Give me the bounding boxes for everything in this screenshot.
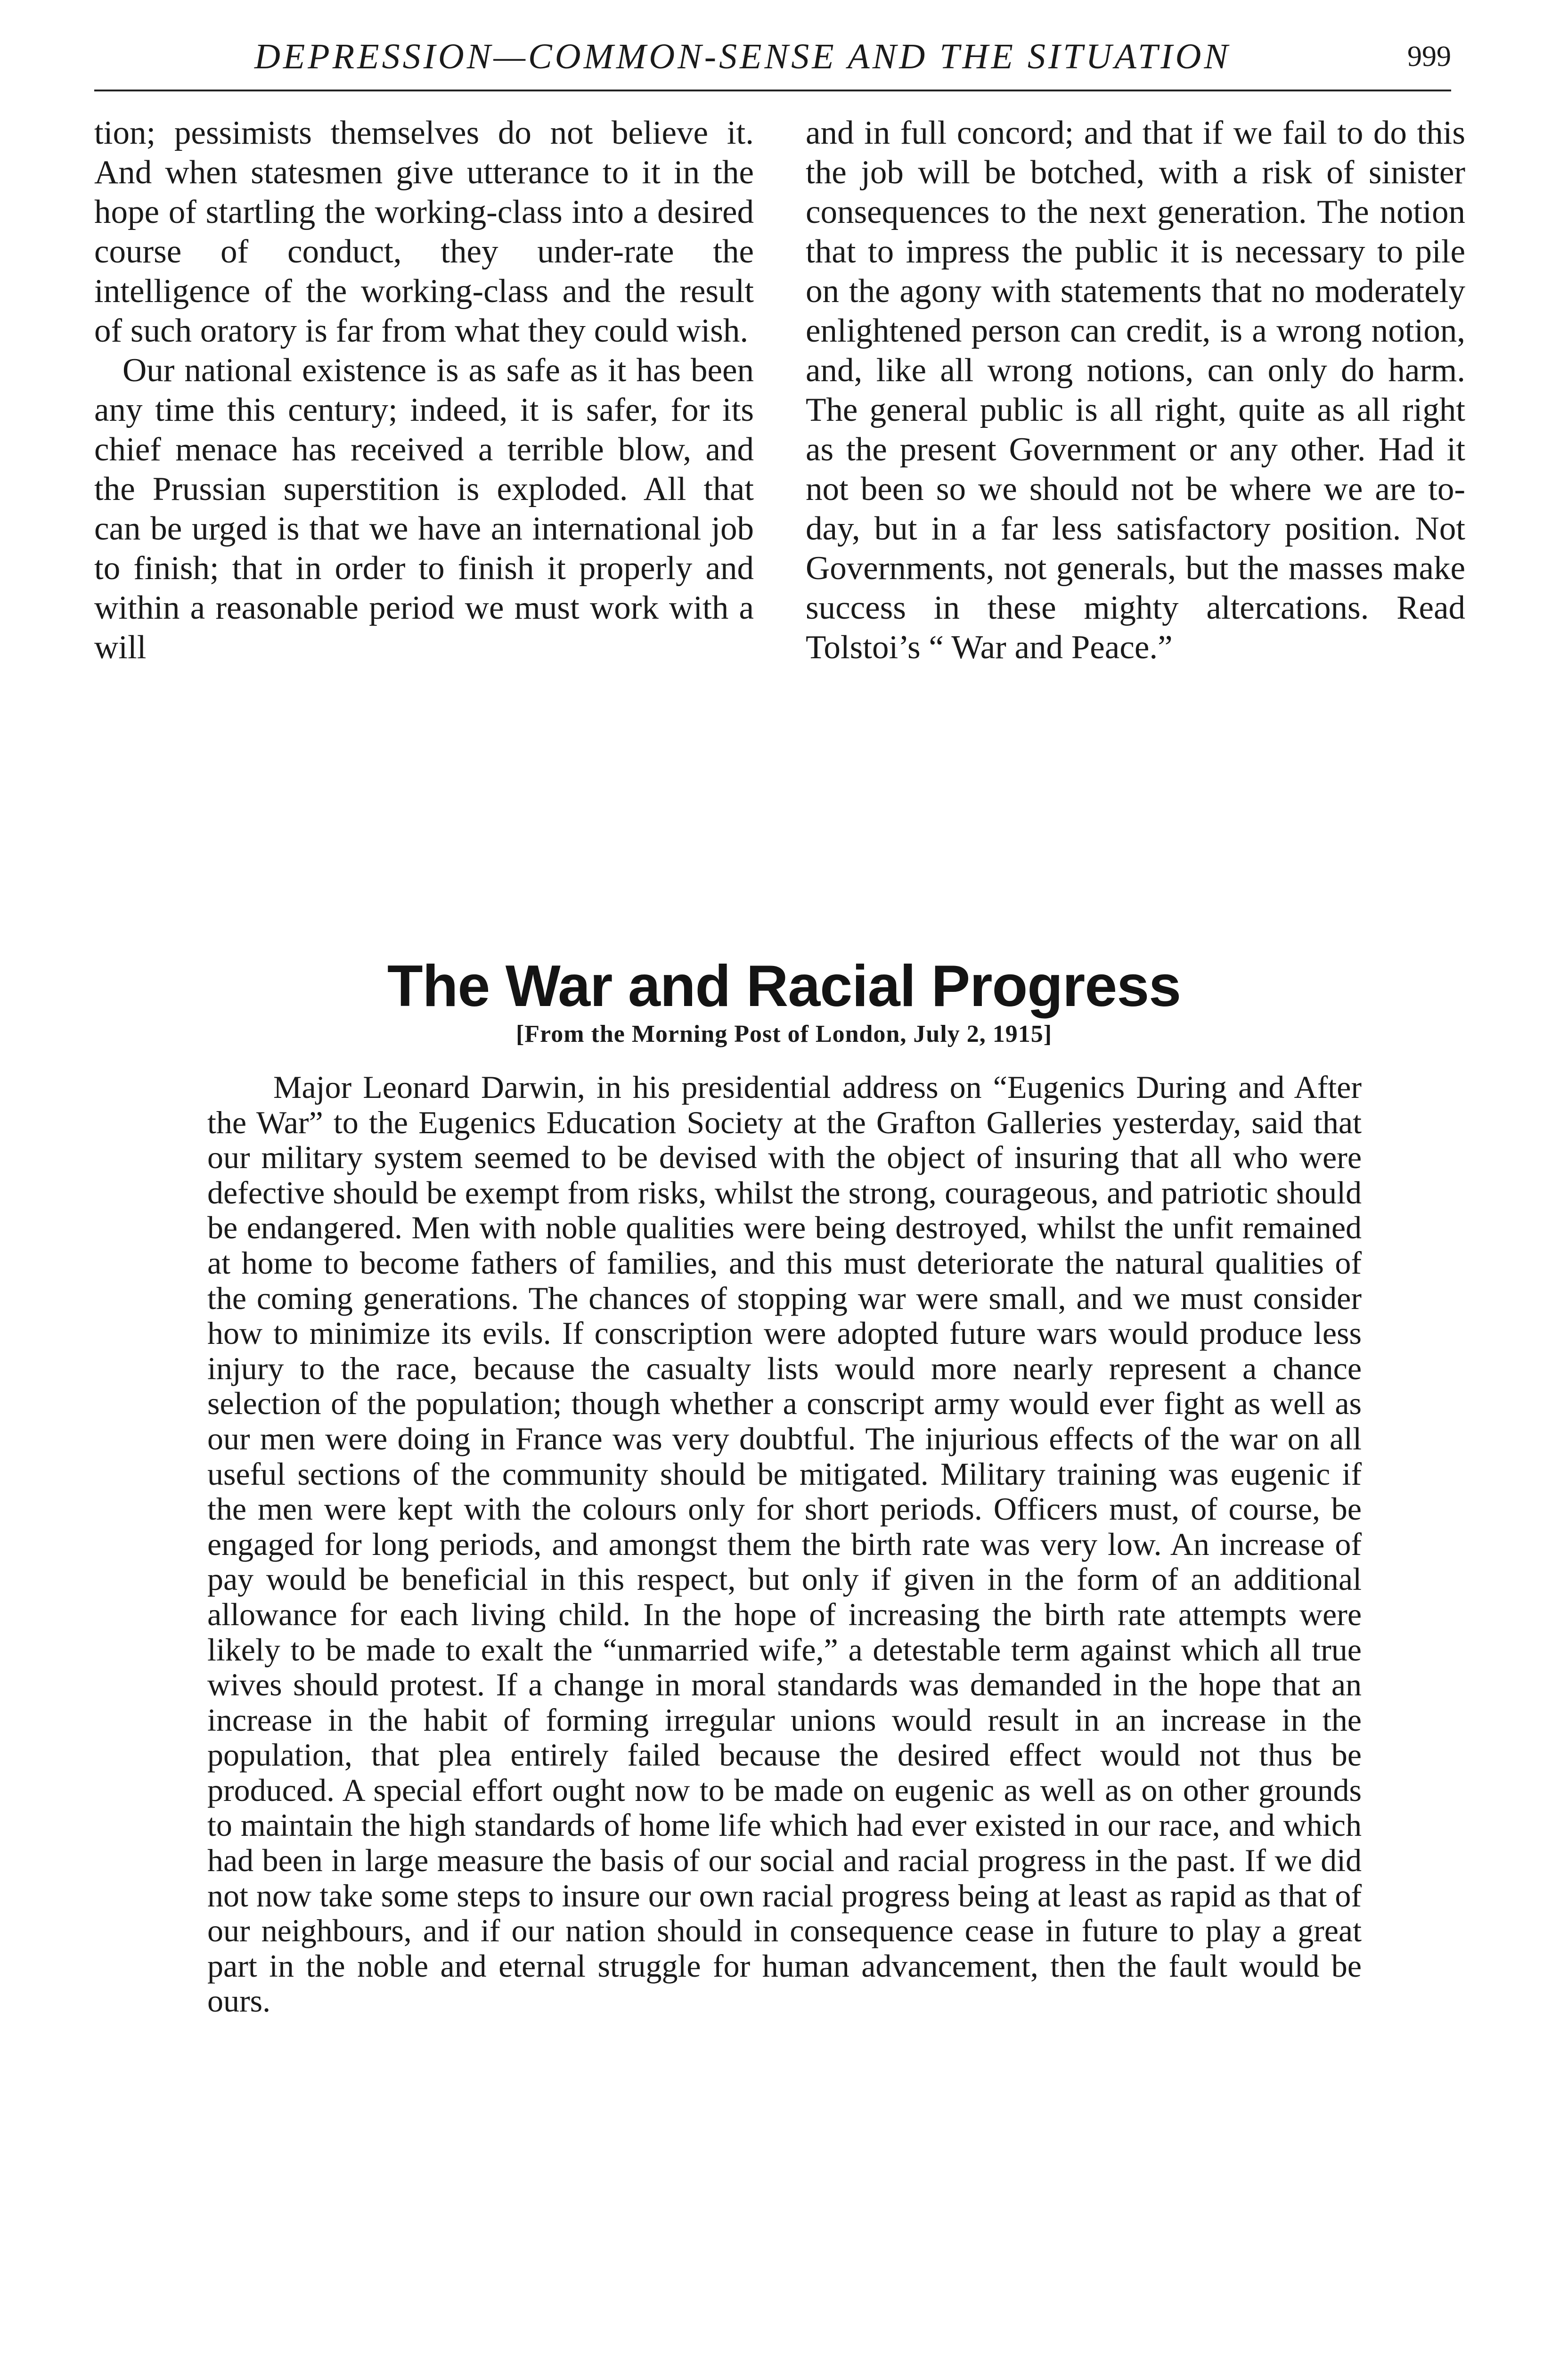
previous-article-right-column [806,113,1465,667]
running-title: DEPRESSION—COMMON-SENSE AND THE SITUATION [254,37,1231,76]
paragraph: Our national existence is as safe as it has been any time this century; indeed, it is safer, for its chief menace has received a terrible blow, and the Prussian superstition is exploded. All that can be urged is that we have an international job to finish; that in order to finish it properly and within a reasonable period we must work with a will [94,352,754,666]
continued-paragraph: and in full concord; and that if we fail to do this the job will be botched, with a risk of sinister consequences to the next generation. The notion that to impress the public it is necessary to pile on the agony with statements that no moderately enlightened person can credit, is a wrong notion, and, like all wrong notions, can only do harm. The general public is all right, quite as all right as the present Government or any other. Had it not been so we should not be where we are to-day, but in a far less satisfactory position. Not Governments, not generals, but the masses make success in these mighty altercations. Read Tolstoi’s “ War and Peace.” [806,115,1465,666]
continued-paragraph: tion; pessimists themselves do not believe it. And when statesmen give utterance to it in the hope of startling the working-class into a desired course of conduct, they under-rate the intelligence of the working-class and the result of such oratory is far from what they could wish. [94,115,754,349]
running-head [94,28,1451,85]
article-source: [From the Morning Post of London, July 2, 1915] [515,1021,1053,1047]
article-paragraph: Major Leonard Darwin, in his presidential address on “Eugenics During and After the War” to the Eugenics Education Society at the Grafton Galleries yesterday, said that our military system seemed to be devised with the object of insuring that all who were defective should be exempt from risks, whilst the strong, courageous, and patriotic should be endangered. Men with noble qualities were being destroyed, whilst the unfit remained at home to become fathers of families, and this must deteriorate the natural qualities of the coming generations. The chances of stopping war were small, and we must consider how to minimize its evils. If conscription were adopted future wars would produce less injury to the race, because the casualty lists would more nearly represent a chance selection of the population; though whether a conscript army would ever fight as well as our men were doing in France was very doubtful. The injurious effects of the war on all useful sections of the community should be mitigated. Military training was eugenic if the men were kept with the colours only for short periods. Officers must, of course, be engaged for long periods, and amongst them the birth rate was very low. An increase of pay would be beneficial in this respect, but only if given in the form of an additional allowance for each living child. In the hope of increasing the birth rate attempts were likely to be made to exalt the “unmarried wife,” a detestable term against which all true wives should protest. If a change in moral standards was demanded in the hope that an increase in the habit of forming irregular unions would result in an increase in the population, that plea entirely failed because the desired effect would not thus be produced. A special effort ought now to be made on eugenic as well as on other grounds to maintain the high standards of home life which had ever existed in our race, and which had been in large measure the basis of our social and racial progress in the past. If we did not now take some steps to insure our own racial progress being at least as rapid as that of our neighbours, and if our nation should in consequence cease in future to play a great part in the noble and eternal struggle for human advancement, then the fault would be ours. [207,1069,1362,2019]
article-title: The War and Racial Progress [387,954,1181,1019]
page-number: 999 [1407,41,1451,73]
previous-article-left-column [94,113,754,667]
header-rule [94,90,1451,91]
article-body [207,1070,1362,2019]
